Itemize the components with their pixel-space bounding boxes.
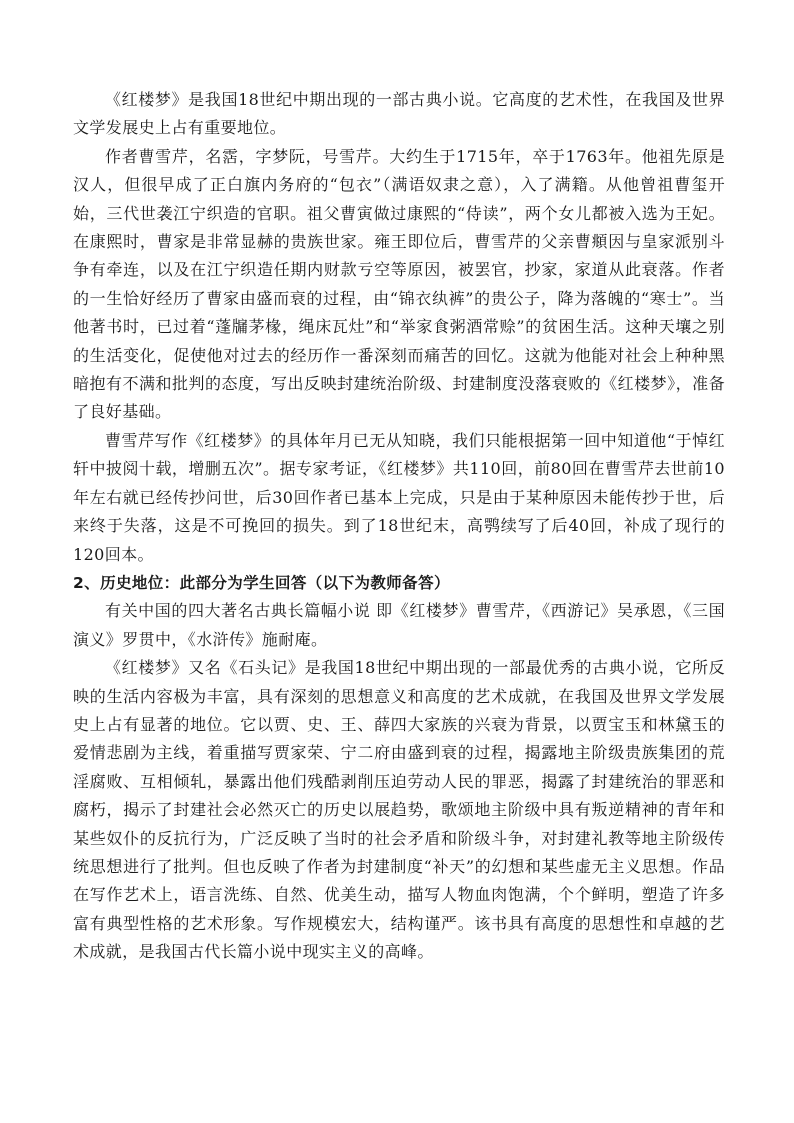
intro-paragraph-1: 《红楼梦》是我国18世纪中期出现的一部古典小说。它高度的艺术性，在我国及世界文学发展史上占有重要地位。 [73,90,725,138]
section-heading: 2、历史地位：此部分为学生回答（以下为教师备答） [73,573,450,592]
document-page [73,86,725,967]
four-classics-paragraph: 有关中国的四大著名古典长篇幅小说 即《红楼梦》曹雪芹，《西游记》吴承恩，《三国演义》罗贯中，《水浒传》施耐庵。 [73,601,725,649]
historical-status-paragraph: 《红楼梦》又名《石头记》是我国18世纪中期出现的一部最优秀的古典小说，它所反映的生活内容极为丰富，具有深刻的思想意义和高度的艺术成就，在我国及世界文学发展史上占有显著的地位。它以贾、史、王、薛四大家族的兴衰为背景，以贾宝玉和林黛玉的爱情悲剧为主线，着重描写贾家荣、宁二府由盛到衰的过程，揭露地主阶级贵族集团的荒淫腐败、互相倾轧，暴露出他们残酷剥削压迫劳动人民的罪恶，揭露了封建统治的罪恶和腐朽，揭示了封建社会必然灭亡的历史以展趋势，歌颂地主阶级中具有叛逆精神的青年和某些奴仆的反抗行为，广泛反映了当时的社会矛盾和阶级斗争，对封建礼教等地主阶级传统思想进行了批判。但也反映了作者为封建制度“补天”的幻想和某些虚无主义思想。作品在写作艺术上，语言洗练、自然、优美生动，描写人物血肉饱满，个个鲜明，塑造了许多富有典型性格的艺术形象。写作规模宏大，结构谨严。该书具有高度的思想性和卓越的艺术成就，是我国古代长篇小说中现实主义的高峰。 [73,658,725,962]
writing-history-paragraph: 曹雪芹写作《红楼梦》的具体年月已无从知晓，我们只能根据第一回中知道他“于悼红轩中披阅十载，增删五次”。据专家考证，《红楼梦》共110回，前80回在曹雪芹去世前10年左右就已经传抄问世，后30回作者已基本上完成，只是由于某种原因未能传抄于世，后来终于失落，这是不可挽回的损失。到了18世纪末，高鹗续写了后40回，补成了现行的120回本。 [73,430,725,564]
author-biography-paragraph: 作者曹雪芹，名霑，字梦阮，号雪芹。大约生于1715年，卒于1763年。他祖先原是汉人，但很早成了正白旗内务府的“包衣”（满语奴隶之意），入了满籍。从他曾祖曹玺开始，三代世袭江宁织造的官职。祖父曹寅做过康熙的“侍读”，两个女儿都被入选为王妃。在康熙时，曹家是非常显赫的贵族世家。雍王即位后，曹雪芹的父亲曹頫因与皇家派别斗争有牵连，以及在江宁织造任期内财款亏空等原因，被罢官，抄家，家道从此衰落。作者的一生恰好经历了曹家由盛而衰的过程，由“锦衣纨裤”的贵公子，降为落魄的“寒士”。当他著书时，已过着“蓬牖茅椽，绳床瓦灶”和“举家食粥酒常赊”的贫困生活。这种天壤之别的生活变化，促使他对过去的经历作一番深刻而痛苦的回忆。这就为他能对社会上种种黑暗抱有不满和批判的态度，写出反映封建统治阶级、封建制度没落衰败的《红楼梦》，准备了良好基础。 [73,146,725,422]
